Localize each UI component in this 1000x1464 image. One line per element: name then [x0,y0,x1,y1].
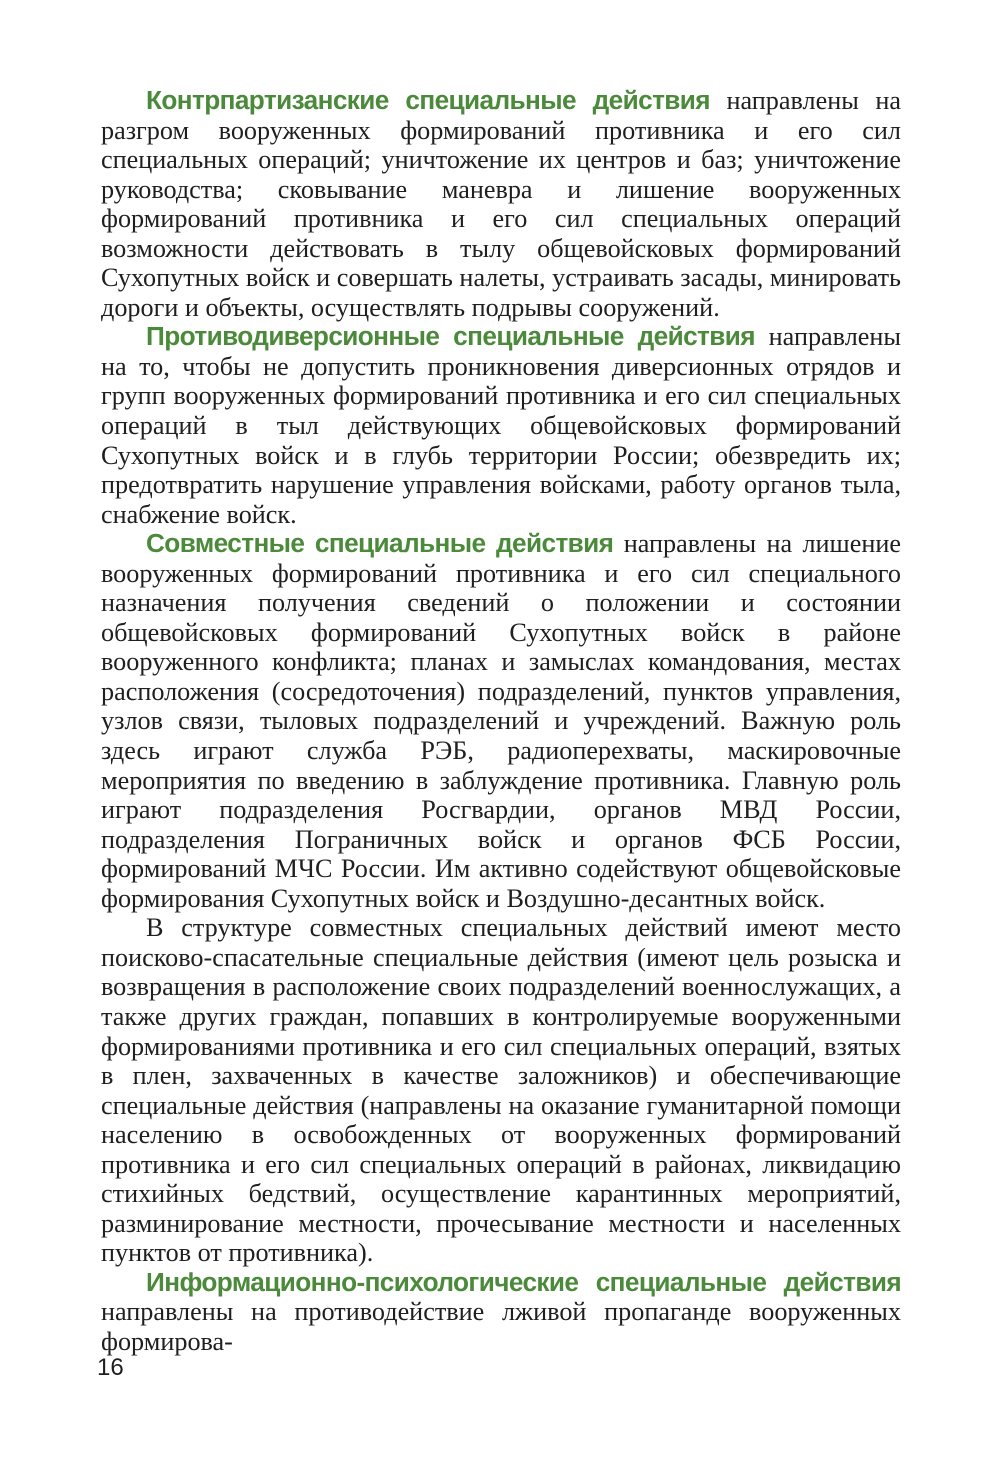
term-info-psych: Информационно-психологические специальные действия [146,1266,901,1297]
paragraph-joint-structure [101,913,901,1268]
term-counter-sabotage: Противодиверсионные специальные действия [146,321,755,352]
term-joint-actions: Совместные специальные действия [146,528,614,559]
page-number: 16 [97,1354,124,1381]
paragraph-joint-actions [101,529,901,913]
paragraph-text: направлены на лишение вооруженных формирований противника и его сил специального назначения получения сведений о положении и состоянии общевойсковых формирований Сухопутных войск в районе вооруженного конфликта; планах и замыслах командования, местах расположения (сосредоточения) подразделений, пунктов управления, узлов связи, тыловых подразделений и учреждений. Важную роль здесь играют служба РЭБ, радиоперехваты, маскировочные мероприятия по введению в заблуждение противника. Главную роль играют подразделения Росгвардии, органов МВД России, подразделения Пограничных войск и органов ФСБ России, формирований МЧС России. Им активно содействуют общевойсковые формирования Сухопутных войск и Воздушно-десантных войск. [101,529,901,913]
paragraph-text: направлены на разгром вооруженных формирований противника и его сил специальных операций; уничтожение их центров и баз; уничтожение руководства; сковывание маневра и лишение вооруженных формирований противника и его сил специальных операций возможности действовать в тылу общевойсковых формирований Сухопутных войск и совершать налеты, устраивать засады, минировать дороги и объекты, осуществлять подрывы сооружений. [101,86,901,322]
paragraph-counter-sabotage [101,322,901,529]
term-counter-partisan: Контрпартизанские специальные действия [146,85,710,115]
paragraph-text: направлены на противодействие лживой пропаганде вооруженных формирова- [101,1297,901,1356]
paragraph-text: направлены на то, чтобы не допустить проникновения диверсионных отрядов и групп вооруженных формирований противника и его сил специальных операций в тыл действующих общевойсковых формирований Сухопутных войск и в глубь территории России; обезвредить их; предотвратить нарушение управления войсками, работу органов тыла, снабжение войск. [101,322,901,529]
paragraph-text: В структуре совместных специальных действий имеют место поисково-спасательные специальные действия (имеют цель розыска и возвращения в расположение своих подразделений военнослужащих, а также других граждан, попавших в контролируемые вооруженными формированиями противника и его сил специальных операций, взятых в плен, захваченных в качестве заложников) и обеспечивающие специальные действия (направлены на оказание гуманитарной помощи населению в освобожденных от вооруженных формирований противника и его сил специальных операций в районах, ликвидацию стихийных бедствий, осуществление карантинных мероприятий, разминирование местности, прочесывание местности и населенных пунктов от противника). [101,913,901,1268]
paragraph-counter-partisan [101,86,901,322]
paragraph-info-psych [101,1268,901,1357]
body-text [101,86,901,1357]
